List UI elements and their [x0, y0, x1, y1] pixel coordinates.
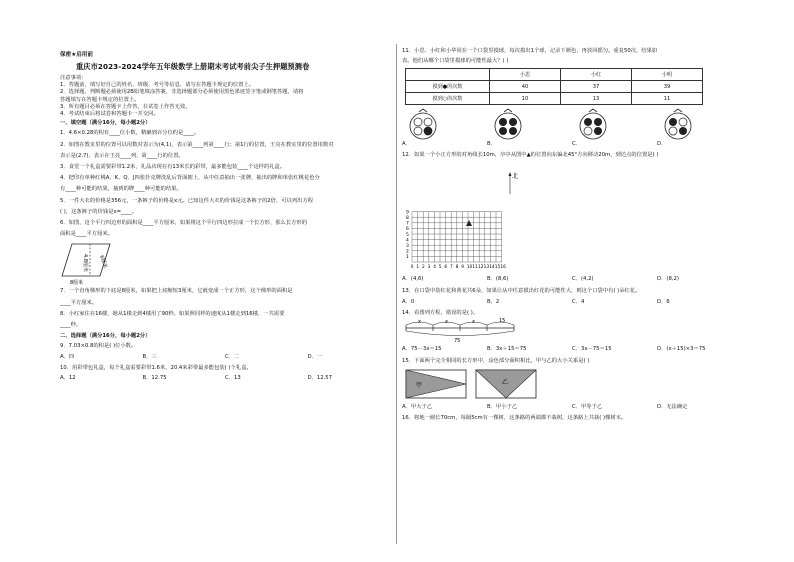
bag-d-icon: [663, 108, 693, 140]
x-tick-label: 14: [489, 264, 495, 270]
question-15: 15．下面两个完全相同的长方形中，涂色部分面积相比，甲与乙的大小关系是( ): [402, 357, 590, 364]
x-tick-label: 13: [483, 264, 490, 270]
question-14-options: [402, 346, 742, 353]
x-tick-label: 12: [478, 264, 484, 270]
segment-x-label: x: [445, 319, 448, 326]
x-tick-label: 3: [427, 264, 431, 270]
option-b[interactable]: B．甲小于乙: [487, 403, 518, 410]
section-heading-fill: 一、填空题（满分16分，每小题2分）: [60, 120, 151, 127]
question-9-options: [60, 354, 390, 361]
question-16: 16．将地一圈长70cm，每隔5cm有一棵树，这条路的两端都不栽树，这条路上共栽( )棵树木。: [402, 415, 627, 422]
table-cell: 37: [561, 81, 632, 93]
note-item: 4．考试结束后将试卷和答题卡一并交回。: [60, 111, 159, 118]
confidential-mark: 保密★启用前: [60, 52, 93, 58]
note-item: 2．选择题、判断题必须使用2B铅笔填涂答案，非选择题部分必须使用黑色墨迹签字笔或钢笔答题，请将: [60, 89, 304, 96]
table-row: [406, 81, 703, 93]
table-cell: 10: [490, 93, 561, 105]
question-8: 8．小红家住在16楼，她从1楼走到4楼用了90秒。如果照同样的速度从1楼走到16楼，一共需要: [60, 310, 285, 317]
x-tick-label: 16: [500, 264, 506, 270]
x-tick-label: 7: [450, 264, 453, 270]
option-d[interactable]: D．(x＋15)×3＝75: [657, 346, 706, 353]
question-4-cont: 有____种可能的结果，抽到的牌____种可能的结果。: [60, 186, 182, 193]
question-15-options: [402, 404, 742, 411]
y-tick-label: 1: [406, 254, 409, 260]
question-6: 6．如图，这个平行四边形的面积是____平方厘米，如果将这个平行四边形拉成一个长方形，那么长方形的: [60, 220, 308, 227]
ball-count-table: [405, 68, 703, 105]
question-7: 7．一个直角梯形的下底是8厘米，如果把上底缩短3厘米，它就变成一个正方形，这个梯形的面积是: [60, 288, 293, 295]
question-2: 2．如图在教室里的位置可以用数对表示为(4,1)，表示第____列第____行；第1行的位置，王亮在教室里的位置用数对: [60, 141, 334, 148]
rectangles-figure: [402, 368, 602, 402]
x-tick-label: 15: [494, 264, 501, 270]
option-a[interactable]: A．75－3x＝15: [402, 346, 442, 353]
option-b[interactable]: B．12.75: [142, 375, 167, 382]
x-tick-label: 9: [461, 264, 464, 270]
option-c[interactable]: C．(4,2): [572, 275, 594, 282]
table-cell: 13: [561, 93, 632, 105]
option-d[interactable]: D．12.57: [307, 375, 333, 382]
segment-x-label: x: [418, 319, 421, 326]
y-tick-label: 7: [406, 221, 409, 227]
section-heading-choice: 二、选择题（满分16分，每小题2分）: [60, 333, 151, 340]
table-cell: 摸到○的次数: [406, 93, 490, 105]
table-header-cell: 小红: [561, 69, 632, 81]
table-row: [406, 93, 703, 105]
bag-c-icon: [578, 108, 608, 140]
option-b[interactable]: B．2: [487, 299, 500, 306]
question-5-cont: ( )，这条裤子的价钱是x=____。: [60, 208, 137, 215]
option-d[interactable]: D．(8,2): [657, 275, 679, 282]
question-6-cont: 面积是____平方厘米。: [60, 231, 113, 238]
question-12-options: [402, 276, 742, 283]
y-tick-label: 9: [406, 210, 409, 216]
note-item: 答题填写在答题卡规定的位置上。: [60, 96, 140, 103]
y-tick-label: 6: [406, 226, 409, 232]
question-10-options: [60, 375, 390, 382]
bag-a-icon: [408, 108, 438, 140]
option-a[interactable]: A．四: [60, 353, 75, 360]
table-header-row: [406, 69, 703, 81]
parallelogram-figure: [60, 240, 120, 286]
north-label: 北: [512, 172, 519, 180]
coordinate-grid: [402, 166, 532, 272]
question-7-cont: ____平方厘米。: [60, 299, 98, 306]
option-d[interactable]: D．: [657, 108, 742, 148]
shaded-region-jia: [406, 370, 466, 398]
table-header-cell: 小思: [490, 69, 561, 81]
question-12: 12．如果一个小正方形的对角线长10m，亭亭从图中▲的位置向东偏北45°方向移动20m，到达点的位置是( ): [402, 152, 659, 159]
option-c[interactable]: C．3x－75＝15: [572, 346, 612, 353]
question-2-cont: 表示是(2,7)，表示在王亮____列，第____行的位置。: [60, 152, 184, 159]
y-tick-label: 3: [406, 243, 409, 249]
option-a[interactable]: A．甲大于乙: [402, 403, 433, 410]
table-header-cell: [406, 69, 490, 81]
right-column: [402, 44, 742, 422]
table-header-cell: 小明: [632, 69, 703, 81]
label-yi: 乙: [502, 378, 509, 386]
x-tick-label: 6: [444, 264, 448, 270]
question-10: 10．用彩带包礼盒，每个礼盒需要彩带1.6米，20.4米彩带最多能包装( )个礼盒。: [60, 364, 252, 371]
table-cell: 11: [632, 93, 703, 105]
label-jia: 甲: [416, 381, 423, 389]
question-1: 1．4.6×0.28的积有____位小数，精确到百分位约是____。: [60, 130, 200, 137]
x-tick-label: 10: [466, 264, 473, 270]
option-c[interactable]: C．二: [225, 353, 240, 360]
segment-15-label: 15: [499, 318, 506, 325]
y-tick-label: 2: [406, 249, 409, 255]
x-tick-label: 11: [472, 264, 478, 270]
option-b[interactable]: B．(8,6): [487, 275, 509, 282]
option-c[interactable]: C．4: [572, 299, 585, 306]
left-column: [60, 44, 390, 382]
question-11: 11．小思、小红和小华同在一个口袋里摸球，每次摸出1个球，记录下颜色，再放回摇匀。重复50次，结果如: [402, 48, 658, 54]
option-a[interactable]: A．(4,6): [402, 275, 424, 282]
option-a[interactable]: A．12: [60, 375, 76, 382]
question-13: 13．在口袋中装红花和黄花共6朵，如果让从中任意摸出红花的可能性大，则这个口袋中有( )朵红花。: [402, 287, 641, 294]
option-a[interactable]: A．0: [402, 299, 415, 306]
note-item: 1．答题前，填写好自己的姓名、班级、考号等信息，请写在答题卡规定的位置上。: [60, 82, 255, 89]
option-d[interactable]: D．无法确定: [657, 403, 688, 410]
table-cell: 摸到●的次数: [406, 81, 490, 93]
x-tick-label: 5: [438, 264, 442, 270]
x-tick-label: 0: [410, 264, 414, 270]
side-label: 6厘米: [98, 255, 109, 270]
segment-75-label: 75: [454, 338, 461, 345]
x-tick-label: 1: [416, 264, 420, 270]
option-c[interactable]: C．甲等于乙: [572, 403, 603, 410]
x-tick-label: 4: [433, 264, 436, 270]
table-cell: 40: [490, 81, 561, 93]
height-label: 4.8厘米: [82, 254, 88, 273]
note-item: 3．所有题目必须在答题卡上作答，在试卷上作答无效。: [60, 103, 191, 110]
table-cell: 39: [632, 81, 703, 93]
base-label: 8厘米: [70, 280, 84, 287]
question-11-cont: 表。他们从哪个口袋里摸球的可能性最大？( ): [402, 58, 509, 65]
question-9: 9．7.03×0.8的积是( )位小数。: [60, 343, 137, 350]
y-tick-label: 8: [406, 215, 409, 221]
question-13-options: [402, 299, 742, 306]
segment-x-label: x: [472, 319, 475, 326]
exam-title: 重庆市2023-2024学年五年级数学上册期末考试考前尖子生押题预测卷: [76, 62, 310, 71]
option-d[interactable]: D．6: [657, 299, 670, 306]
question-5: 5．一件大衣的价格是356元，一条裤子的价格是x元。已知这件大衣的价钱是这条裤子的2倍，可以列出方程: [60, 197, 314, 204]
option-b[interactable]: B．: [487, 108, 572, 148]
question-4: 4．把印有单种红桃A、K、Q、J四张扑克牌洗乱后背面朝上，从中任意抽出一张牌，抽出的牌和单张红桃花色分: [60, 175, 320, 182]
option-c[interactable]: C．13: [225, 375, 241, 382]
option-b[interactable]: B．3x＋15＝75: [487, 346, 527, 353]
x-tick-label: 2: [422, 264, 425, 270]
option-b[interactable]: B．三: [142, 353, 157, 360]
question-3: 3．食堂一个礼盒需要彩带1.2米，礼品店现在有13米长的彩带，最多能包装____个这样的礼盒。: [60, 164, 286, 171]
option-a[interactable]: A．: [402, 108, 487, 148]
y-tick-label: 4: [406, 238, 409, 244]
notes-heading: 注意事项：: [60, 75, 87, 81]
question-11-options: [402, 108, 742, 148]
y-tick-label: 5: [406, 232, 409, 238]
option-d[interactable]: D．一: [307, 353, 323, 360]
question-14: 14．看图列方程，错误的是( )。: [402, 310, 479, 317]
question-8-cont: ____秒。: [60, 322, 82, 329]
bag-b-icon: [493, 108, 523, 140]
option-c[interactable]: C．: [572, 108, 657, 148]
x-tick-label: 8: [455, 264, 459, 270]
column-divider: [396, 44, 397, 544]
segment-diagram: [402, 318, 532, 344]
